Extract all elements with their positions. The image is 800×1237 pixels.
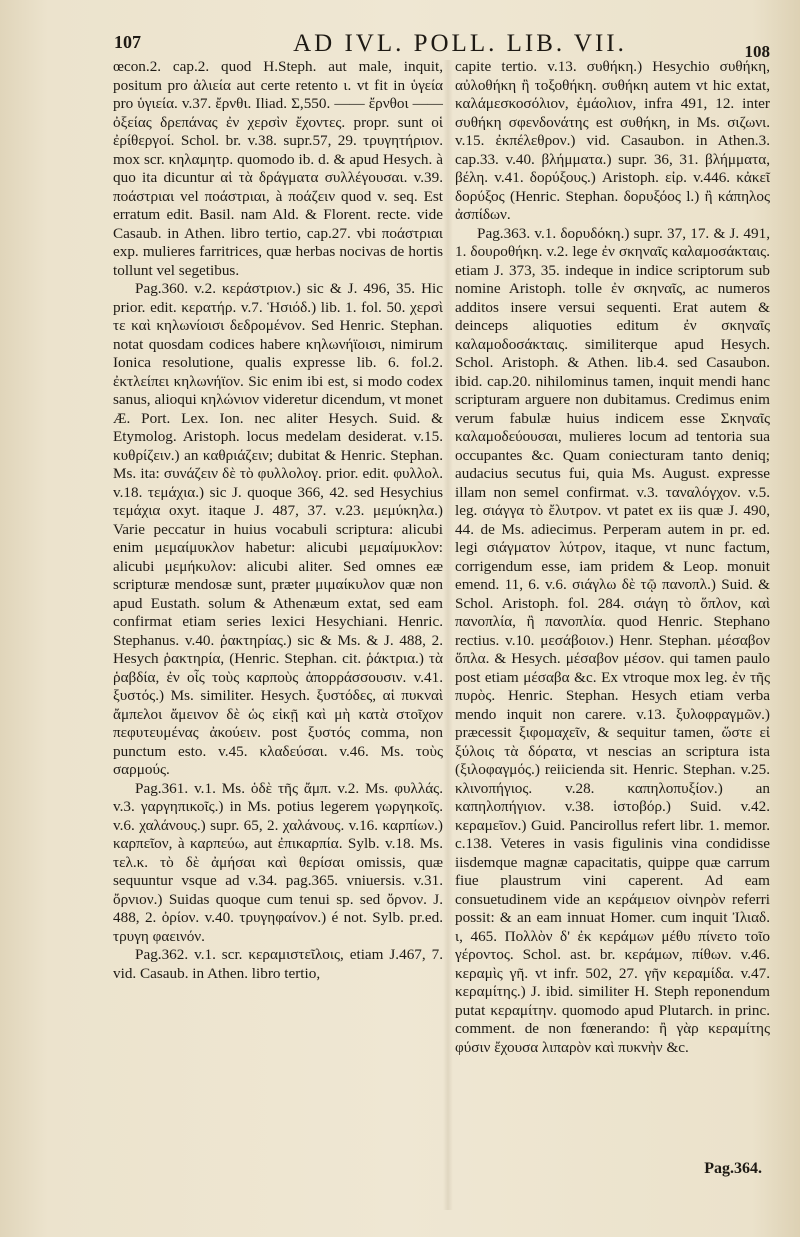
left-column	[113, 58, 443, 983]
running-title: AD IVL. POLL. LIB. VII.	[293, 30, 627, 57]
right-column	[455, 58, 770, 1057]
commentary-paragraph: œcon.2. cap.2. quod H.Steph. aut male, inquit, positum pro ἀλιεία aut certe retento ι. vt fit in ὑγεία pro ὑγιεία. v.37. ἔρνθι. Iliad. Σ,550. —— ἔρνθοι —— ὀξείας δρεπάνας ἐν χερσὶν ἔχοντες. propr. sunt οἱ ἐρίθεργοί. Schol. br. v.38. supr.57, 29. τρυγητήριον. mox scr. κηλαμητρ. quomodo ib. d. & apud Hesych. à quo ita dicuntur αἱ τὰ δράγματα συλλέγουσαι. v.39. ποάστριαι vel ποάστριαι, à ποάζειν quod v. seq. Est erratum edit. Basil. nam Ald. & Florent. recte. vide Casaub. in Athen. libro tertio, cap.27. vbi ποάστριαι exp. mulieres farritrices, quæ herbas nocivas de hortis tollunt vel segetibus.	[113, 58, 443, 279]
running-head	[100, 30, 770, 61]
commentary-paragraph: Pag.362. v.1. scr. κεραμιστεῖλοις, etiam J.467, 7. vid. Casaub. in Athen. libro tertio,	[113, 946, 443, 982]
catchword: Pag.364.	[704, 1160, 762, 1177]
commentary-paragraph: capite tertio. v.13. συθήκη.) Hesychio συθήκη, αὐλοθήκη ἢ τοξοθήκη. συθήκη autem vt hic extat, καλάμεσκοσόλιον, ἐμάολιον, infra 491, 12. inter συθήκη σφενδονάτης est συθήκη, in Ms. σιζωνι. v.15. ἐκπέλεθρον.) vid. Casaubon. in Athen.3. cap.33. v.40. βλήμματα.) supr. 36, 31. βλήμματα, βέλη. v.41. δορύξους.) Aristoph. εἰρ. v.446. κἀκεῖ δορύξος (Henric. Stephan. δορυξόος l.) ἢ κάπηλος ἀσπίδων.	[455, 58, 770, 223]
page-number-left: 107	[114, 32, 141, 52]
page-number-right: 108	[744, 42, 770, 61]
commentary-paragraph: Pag.360. v.2. κεράστριον.) sic & J. 496, 35. Hic prior. edit. κερατήρ. v.7. Ἡσιόδ.) lib. 1. fol. 50. χερσὶ τε καὶ κηλωνίοισι δεδρομένον. Sed Henric. Stephan. notat quosdam codices habere κηλωνήϊοισι, nimirum Ionica resolutione, qualis expresse lib. 6. fol.2. ἐκτλείπει κηλωνήϊον. Sic enim ibi est, si modo codex sanus, alioqui κηλώνιον videretur dicendum, vt monet Æ. Port. Lex. Ion. nec aliter Hesych. Suid. & Etymolog. Aristoph. locus medelam desiderat. v.15. κυθρίζειν.) an καθριάζειν; dubitat & Henric. Stephan. Ms. ita: συνάζειν δὲ τὸ φυλλολογ. prior. edit. φυλλολ. v.18. τεμάχια.) sic J. quoque 366, 42. sed Hesychius τεμάχια oxyt. itaque J. 487, 37. v.23. μεμύκηλα.) Varie peccatur in huius vocabuli scriptura: alicubi enim μεμαίμυκλον habetur: alicubi μεμαίμυκλον: alicubi μεμήκυλον: alicubi aliter. Sed omnes eæ scripturæ mendosæ sunt, præter μιμαίκυλον quæ non apud Eustath. solum & Athenæum extat, sed eam confirmat etiam series lexici Hesychiani. Henric. Stephanus. v.40. ῥακτηρίας.) sic & Ms. & J. 488, 2. Hesych ῥακτηρία, (Henric. Stephan. cit. ῥάκτρια.) τὰ ῥαβδία, ἐν οἷς τοὺς καρποὺς ἀπορράσσουσιν. v.41. ξυστός.) Ms. similiter. Hesych. ξυστόδες, αἱ πυκναὶ ἄμπελοι ἄμεινον δὲ ὡς εἰκῇ καὶ μὴ κατὰ στοῖχον πεφυτευμένας ἀκούειν. post ξυστός comma, non punctum esto. v.45. κλαδεύσαι. v.46. Ms. τοὺς σαρμούς.	[113, 280, 443, 778]
commentary-paragraph: Pag.363. v.1. δορυδόκη.) supr. 37, 17. & J. 491, 1. δουροθήκη. v.2. lege ἐν σκηναῖς καλαμοσάκταις. etiam J. 373, 35. indeque in indice scriptorum sub nomine Aristoph. tolle ἐν σκηναῖς, ac numeros additos insere versui sequenti. Erat autem & deinceps aliquoties editum ἐν σκηναῖς καλαμοδοσάκταις. similiterque apud Hesych. Schol. Aristoph. & Athen. lib.4. sed Casaubon. ibid. cap.20. nihilominus tamen, inquit mendi hanc scripturam arguere non dubitamus. Credimus enim verum fabulæ huius indicem esse Σκηναῖς καλαμοδεύουσαι, mulieres locum ad tentoria sua occupantes &c. Quam coniecturam tanto deniq; audacius secutus fui, quia Ms. August. expresse illam non semel confirmat. v.3. ταναλόγχον. v.5. leg. σιάγγα τὸ ἔλυτρον. vt patet ex iis quæ J. 490, 44. de Ms. adiecimus. Perperam autem in pr. ed. legi σιάγματον λύτρον, itaque, vt nunc factum, corrigendum esse, iam pridem & Leop. monuit emend. 11, 6. v.6. σιάγλω δὲ τῷ πανοπλ.) Suid. & Schol. Aristoph. fol. 284. σιάγη τὸ ὅπλον, καὶ πανοπλία, ἢ πανοπλία. quod Henric. Stephano rectius. v.10. μεσάβοιον.) Henr. Stephan. μέσαβον ὅπλα. & Hesych. μέσαβον μέσον. qui tamen paulo post etiam μέσαβα &c. Ex vtroque mox leg. ἐν τῆς πυρὸς. Henric. Stephan. Hesych etiam verba mendo inquit non carere. v.13. ξυλοφραγμῶν.) præcessit ξιφομαχεῖν, & sequitur tamen, ὥστε εἰ ξύλοις τὰ δόρατα, vt nescias an scriptura ista (ξιλοφαγμός.) reiicienda sit. Henric. Stephan. v.25. κλινοπήγιος. v.28. καπηλοπυξίον.) an καπηλοπήγιον. v.38. ἱστοβόρ.) Suid. v.42. κεραμεῖον.) Guid. Pancirollus refert libr. 1. memor. c.138. Veteres in vasis figulinis vina condidisse iisdemque magnæ capacitatis, quippe quæ carrum fiue plaustrum vini caperent. Ad eam consuetudinem vide an κεράμειον οἰνηρὸν referri possit: & an eam innuat Homer. cum inquit Ἰλιαδ. ι, 465. Πολλὸν δ' ἐκ κεράμων μέθυ πίνετο τοῖο γέροντος. Schol. ast. br. κεράμων, πίθων. v.46. κεραμὶς γῆ. vt infr. 502, 27. γῆν κεραμίδα. v.47. κεραμίτης.) J. ibid. similiter H. Steph reponendum putat κεραμίτην. quomodo apud Plutarch. in princ. comment. de non fœnerando: ἢ γὰρ κεραμίτης φύσιν ἔχουσα λιπαρὸν καὶ πυκνὴν &c.	[455, 224, 770, 1056]
commentary-paragraph: Pag.361. v.1. Ms. ὁδὲ τῆς ἄμπ. v.2. Ms. φυλλάς. v.3. γαργηπικοῖς.) in Ms. potius legerem γωργηκοῖς. v.6. χαλάνους.) supr. 65, 2. χαλάνους. v.16. καρπίων.) καρπεῖον, à καρπεύω, aut ἐπικαρπία. Sylb. v.18. Ms. τελ.κ. τὸ δὲ ἀμήσαι καὶ θερίσαι omissis, quæ sequuntur vsque ad v.34. pag.365. vniuersis. v.31. ὄρνιον.) Suidas quoque cum tenui sp. sed ὄρνον. J. 488, 2. ὀρίον. v.40. τρυγηφαίνον.) é not. Sylb. pr.ed. τρυγη φαεινόν.	[113, 779, 443, 945]
column-gutter	[443, 60, 453, 1210]
